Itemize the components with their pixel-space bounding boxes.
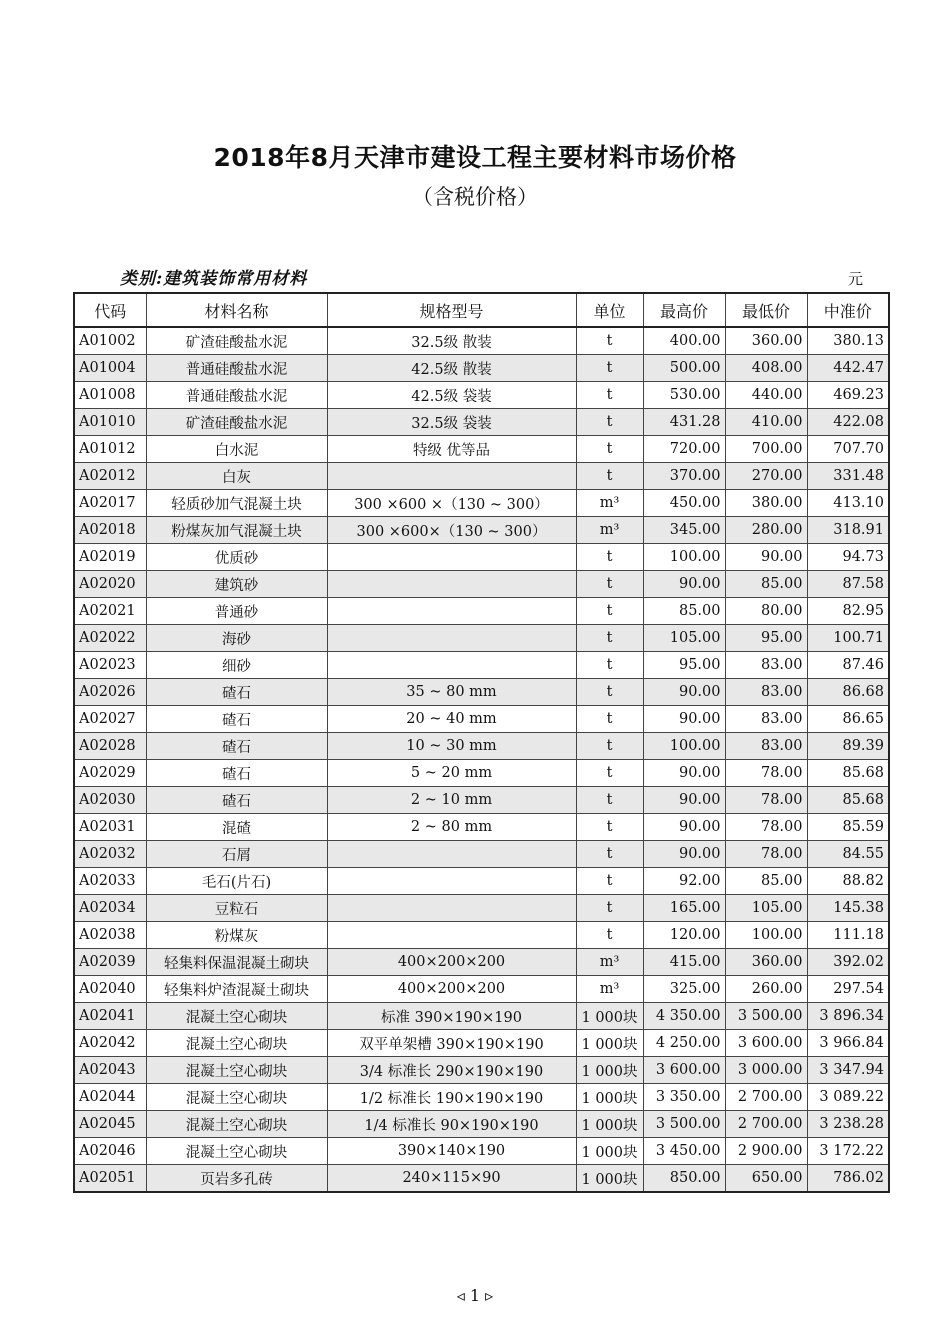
cell-unit: t bbox=[576, 733, 643, 760]
cell-spec bbox=[327, 625, 576, 652]
table-row bbox=[74, 679, 889, 706]
cell-spec: 42.5级 袋装 bbox=[327, 382, 576, 409]
table-row bbox=[74, 1165, 889, 1193]
cell-name: 混凝土空心砌块 bbox=[146, 1138, 327, 1165]
cell-mid-price: 88.82 bbox=[807, 868, 889, 895]
cell-spec: 1/2 标准长 190×190×190 bbox=[327, 1084, 576, 1111]
cell-code: A02029 bbox=[74, 760, 146, 787]
header-unit: 单位 bbox=[576, 293, 643, 327]
cell-mid-price: 442.47 bbox=[807, 355, 889, 382]
cell-unit: t bbox=[576, 571, 643, 598]
cell-mid-price: 707.70 bbox=[807, 436, 889, 463]
cell-name: 碴石 bbox=[146, 760, 327, 787]
cell-mid-price: 86.65 bbox=[807, 706, 889, 733]
cell-mid-price: 94.73 bbox=[807, 544, 889, 571]
cell-mid-price: 87.46 bbox=[807, 652, 889, 679]
cell-max-price: 95.00 bbox=[643, 652, 725, 679]
cell-spec: 标准 390×190×190 bbox=[327, 1003, 576, 1030]
cell-unit: t bbox=[576, 679, 643, 706]
cell-spec: 42.5级 散装 bbox=[327, 355, 576, 382]
cell-name: 石屑 bbox=[146, 841, 327, 868]
cell-unit: t bbox=[576, 382, 643, 409]
cell-name: 细砂 bbox=[146, 652, 327, 679]
cell-unit: t bbox=[576, 327, 643, 355]
cell-name: 矿渣硅酸盐水泥 bbox=[146, 409, 327, 436]
cell-spec: 双平单架槽 390×190×190 bbox=[327, 1030, 576, 1057]
table-row bbox=[74, 706, 889, 733]
table-row bbox=[74, 517, 889, 544]
cell-min-price: 85.00 bbox=[725, 571, 807, 598]
cell-unit: t bbox=[576, 436, 643, 463]
header-name: 材料名称 bbox=[146, 293, 327, 327]
cell-min-price: 83.00 bbox=[725, 706, 807, 733]
cell-spec: 390×140×190 bbox=[327, 1138, 576, 1165]
cell-unit: 1 000块 bbox=[576, 1084, 643, 1111]
cell-name: 海砂 bbox=[146, 625, 327, 652]
cell-mid-price: 297.54 bbox=[807, 976, 889, 1003]
cell-mid-price: 85.68 bbox=[807, 760, 889, 787]
cell-name: 轻质砂加气混凝土块 bbox=[146, 490, 327, 517]
cell-max-price: 165.00 bbox=[643, 895, 725, 922]
cell-min-price: 2 700.00 bbox=[725, 1111, 807, 1138]
cell-max-price: 3 450.00 bbox=[643, 1138, 725, 1165]
cell-spec bbox=[327, 571, 576, 598]
cell-max-price: 90.00 bbox=[643, 787, 725, 814]
cell-mid-price: 86.68 bbox=[807, 679, 889, 706]
cell-name: 毛石(片石) bbox=[146, 868, 327, 895]
header-mid-price: 中准价 bbox=[807, 293, 889, 327]
table-row bbox=[74, 1138, 889, 1165]
cell-mid-price: 3 347.94 bbox=[807, 1057, 889, 1084]
cell-name: 碴石 bbox=[146, 787, 327, 814]
cell-mid-price: 3 172.22 bbox=[807, 1138, 889, 1165]
cell-code: A02032 bbox=[74, 841, 146, 868]
cell-spec: 2 ~ 10 mm bbox=[327, 787, 576, 814]
cell-unit: m³ bbox=[576, 949, 643, 976]
cell-min-price: 2 700.00 bbox=[725, 1084, 807, 1111]
cell-min-price: 360.00 bbox=[725, 327, 807, 355]
price-table bbox=[73, 292, 890, 1193]
table-row bbox=[74, 814, 889, 841]
cell-code: A02021 bbox=[74, 598, 146, 625]
cell-unit: 1 000块 bbox=[576, 1057, 643, 1084]
cell-code: A01008 bbox=[74, 382, 146, 409]
cell-unit: t bbox=[576, 544, 643, 571]
cell-min-price: 78.00 bbox=[725, 760, 807, 787]
cell-max-price: 85.00 bbox=[643, 598, 725, 625]
cell-max-price: 3 500.00 bbox=[643, 1111, 725, 1138]
header-code: 代码 bbox=[74, 293, 146, 327]
cell-name: 混凝土空心砌块 bbox=[146, 1057, 327, 1084]
cell-max-price: 90.00 bbox=[643, 814, 725, 841]
cell-min-price: 360.00 bbox=[725, 949, 807, 976]
cell-name: 混凝土空心砌块 bbox=[146, 1003, 327, 1030]
cell-mid-price: 89.39 bbox=[807, 733, 889, 760]
cell-spec bbox=[327, 841, 576, 868]
cell-max-price: 500.00 bbox=[643, 355, 725, 382]
cell-min-price: 90.00 bbox=[725, 544, 807, 571]
cell-code: A02044 bbox=[74, 1084, 146, 1111]
cell-spec bbox=[327, 922, 576, 949]
table-row bbox=[74, 652, 889, 679]
table-row bbox=[74, 355, 889, 382]
cell-unit: 1 000块 bbox=[576, 1111, 643, 1138]
cell-name: 普通硅酸盐水泥 bbox=[146, 382, 327, 409]
cell-min-price: 83.00 bbox=[725, 679, 807, 706]
cell-spec: 400×200×200 bbox=[327, 976, 576, 1003]
cell-min-price: 105.00 bbox=[725, 895, 807, 922]
cell-min-price: 270.00 bbox=[725, 463, 807, 490]
table-row bbox=[74, 1111, 889, 1138]
cell-name: 轻集料炉渣混凝土砌块 bbox=[146, 976, 327, 1003]
cell-min-price: 650.00 bbox=[725, 1165, 807, 1193]
cell-code: A02023 bbox=[74, 652, 146, 679]
cell-name: 混碴 bbox=[146, 814, 327, 841]
cell-mid-price: 413.10 bbox=[807, 490, 889, 517]
cell-max-price: 90.00 bbox=[643, 841, 725, 868]
cell-name: 建筑砂 bbox=[146, 571, 327, 598]
cell-code: A02018 bbox=[74, 517, 146, 544]
cell-unit: t bbox=[576, 760, 643, 787]
cell-spec bbox=[327, 544, 576, 571]
cell-spec: 1/4 标准长 90×190×190 bbox=[327, 1111, 576, 1138]
cell-unit: m³ bbox=[576, 976, 643, 1003]
cell-unit: t bbox=[576, 787, 643, 814]
cell-max-price: 90.00 bbox=[643, 760, 725, 787]
cell-name: 矿渣硅酸盐水泥 bbox=[146, 327, 327, 355]
cell-mid-price: 85.59 bbox=[807, 814, 889, 841]
cell-max-price: 90.00 bbox=[643, 706, 725, 733]
table-row bbox=[74, 625, 889, 652]
cell-name: 轻集料保温混凝土砌块 bbox=[146, 949, 327, 976]
cell-spec: 10 ~ 30 mm bbox=[327, 733, 576, 760]
cell-mid-price: 318.91 bbox=[807, 517, 889, 544]
cell-max-price: 4 350.00 bbox=[643, 1003, 725, 1030]
cell-mid-price: 786.02 bbox=[807, 1165, 889, 1193]
cell-max-price: 850.00 bbox=[643, 1165, 725, 1193]
table-row bbox=[74, 922, 889, 949]
table-row bbox=[74, 1057, 889, 1084]
cell-unit: t bbox=[576, 814, 643, 841]
cell-unit: t bbox=[576, 895, 643, 922]
cell-code: A02030 bbox=[74, 787, 146, 814]
cell-spec bbox=[327, 652, 576, 679]
cell-unit: 1 000块 bbox=[576, 1030, 643, 1057]
cell-mid-price: 87.58 bbox=[807, 571, 889, 598]
cell-name: 粉煤灰加气混凝土块 bbox=[146, 517, 327, 544]
cell-min-price: 100.00 bbox=[725, 922, 807, 949]
cell-mid-price: 85.68 bbox=[807, 787, 889, 814]
table-row bbox=[74, 949, 889, 976]
cell-spec: 35 ~ 80 mm bbox=[327, 679, 576, 706]
cell-mid-price: 3 966.84 bbox=[807, 1030, 889, 1057]
cell-name: 白灰 bbox=[146, 463, 327, 490]
cell-name: 碴石 bbox=[146, 679, 327, 706]
cell-name: 豆粒石 bbox=[146, 895, 327, 922]
table-row bbox=[74, 1084, 889, 1111]
cell-code: A02027 bbox=[74, 706, 146, 733]
cell-mid-price: 145.38 bbox=[807, 895, 889, 922]
cell-max-price: 530.00 bbox=[643, 382, 725, 409]
cell-mid-price: 84.55 bbox=[807, 841, 889, 868]
cell-max-price: 105.00 bbox=[643, 625, 725, 652]
cell-code: A02020 bbox=[74, 571, 146, 598]
cell-name: 碴石 bbox=[146, 706, 327, 733]
cell-spec: 400×200×200 bbox=[327, 949, 576, 976]
page-number: ◃ 1 ▹ bbox=[456, 1286, 494, 1305]
header-spec: 规格型号 bbox=[327, 293, 576, 327]
cell-unit: t bbox=[576, 868, 643, 895]
table-row bbox=[74, 1030, 889, 1057]
cell-min-price: 95.00 bbox=[725, 625, 807, 652]
cell-unit: m³ bbox=[576, 490, 643, 517]
cell-name: 页岩多孔砖 bbox=[146, 1165, 327, 1193]
cell-code: A02038 bbox=[74, 922, 146, 949]
cell-unit: t bbox=[576, 463, 643, 490]
cell-spec: 2 ~ 80 mm bbox=[327, 814, 576, 841]
table-row bbox=[74, 895, 889, 922]
header-min-price: 最低价 bbox=[725, 293, 807, 327]
cell-max-price: 90.00 bbox=[643, 679, 725, 706]
table-row bbox=[74, 733, 889, 760]
cell-max-price: 720.00 bbox=[643, 436, 725, 463]
cell-code: A02017 bbox=[74, 490, 146, 517]
table-row bbox=[74, 598, 889, 625]
cell-unit: 1 000块 bbox=[576, 1003, 643, 1030]
cell-min-price: 78.00 bbox=[725, 841, 807, 868]
cell-unit: 1 000块 bbox=[576, 1138, 643, 1165]
cell-spec: 240×115×90 bbox=[327, 1165, 576, 1193]
cell-min-price: 408.00 bbox=[725, 355, 807, 382]
cell-name: 粉煤灰 bbox=[146, 922, 327, 949]
cell-unit: t bbox=[576, 409, 643, 436]
table-row bbox=[74, 760, 889, 787]
category-label: 类别:建筑装饰常用材料 bbox=[120, 269, 308, 289]
cell-min-price: 700.00 bbox=[725, 436, 807, 463]
cell-code: A02045 bbox=[74, 1111, 146, 1138]
table-row bbox=[74, 841, 889, 868]
cell-name: 优质砂 bbox=[146, 544, 327, 571]
table-row bbox=[74, 436, 889, 463]
cell-code: A02042 bbox=[74, 1030, 146, 1057]
cell-unit: t bbox=[576, 652, 643, 679]
cell-name: 普通硅酸盐水泥 bbox=[146, 355, 327, 382]
table-row bbox=[74, 976, 889, 1003]
table-row bbox=[74, 571, 889, 598]
cell-code: A02040 bbox=[74, 976, 146, 1003]
cell-min-price: 280.00 bbox=[725, 517, 807, 544]
table-row bbox=[74, 490, 889, 517]
cell-max-price: 450.00 bbox=[643, 490, 725, 517]
cell-max-price: 431.28 bbox=[643, 409, 725, 436]
cell-code: A02033 bbox=[74, 868, 146, 895]
cell-name: 碴石 bbox=[146, 733, 327, 760]
cell-spec bbox=[327, 598, 576, 625]
cell-min-price: 440.00 bbox=[725, 382, 807, 409]
cell-max-price: 120.00 bbox=[643, 922, 725, 949]
cell-max-price: 3 350.00 bbox=[643, 1084, 725, 1111]
cell-mid-price: 380.13 bbox=[807, 327, 889, 355]
cell-code: A02022 bbox=[74, 625, 146, 652]
cell-max-price: 92.00 bbox=[643, 868, 725, 895]
cell-min-price: 3 600.00 bbox=[725, 1030, 807, 1057]
cell-code: A02019 bbox=[74, 544, 146, 571]
cell-spec: 32.5级 散装 bbox=[327, 327, 576, 355]
cell-spec bbox=[327, 463, 576, 490]
cell-mid-price: 469.23 bbox=[807, 382, 889, 409]
cell-code: A02051 bbox=[74, 1165, 146, 1193]
table-row bbox=[74, 327, 889, 355]
header-max-price: 最高价 bbox=[643, 293, 725, 327]
cell-spec: 5 ~ 20 mm bbox=[327, 760, 576, 787]
cell-code: A02039 bbox=[74, 949, 146, 976]
cell-spec: 3/4 标准长 290×190×190 bbox=[327, 1057, 576, 1084]
cell-min-price: 78.00 bbox=[725, 787, 807, 814]
cell-spec: 20 ~ 40 mm bbox=[327, 706, 576, 733]
cell-spec bbox=[327, 868, 576, 895]
cell-mid-price: 82.95 bbox=[807, 598, 889, 625]
cell-code: A02043 bbox=[74, 1057, 146, 1084]
cell-min-price: 80.00 bbox=[725, 598, 807, 625]
cell-name: 白水泥 bbox=[146, 436, 327, 463]
cell-code: A02028 bbox=[74, 733, 146, 760]
cell-max-price: 3 600.00 bbox=[643, 1057, 725, 1084]
cell-min-price: 78.00 bbox=[725, 814, 807, 841]
cell-max-price: 400.00 bbox=[643, 327, 725, 355]
cell-unit: t bbox=[576, 706, 643, 733]
cell-spec: 32.5级 袋装 bbox=[327, 409, 576, 436]
cell-name: 普通砂 bbox=[146, 598, 327, 625]
cell-min-price: 260.00 bbox=[725, 976, 807, 1003]
cell-min-price: 85.00 bbox=[725, 868, 807, 895]
cell-min-price: 83.00 bbox=[725, 652, 807, 679]
cell-name: 混凝土空心砌块 bbox=[146, 1084, 327, 1111]
currency-unit: 元 bbox=[848, 270, 864, 288]
table-row bbox=[74, 409, 889, 436]
cell-min-price: 410.00 bbox=[725, 409, 807, 436]
cell-code: A01004 bbox=[74, 355, 146, 382]
page-subtitle: （含税价格） bbox=[412, 185, 538, 209]
table-header-row bbox=[74, 293, 889, 327]
cell-unit: t bbox=[576, 625, 643, 652]
page-title: 2018年8月天津市建设工程主要材料市场价格 bbox=[213, 143, 737, 172]
cell-max-price: 325.00 bbox=[643, 976, 725, 1003]
cell-code: A02041 bbox=[74, 1003, 146, 1030]
cell-name: 混凝土空心砌块 bbox=[146, 1111, 327, 1138]
cell-min-price: 2 900.00 bbox=[725, 1138, 807, 1165]
cell-code: A02026 bbox=[74, 679, 146, 706]
cell-name: 混凝土空心砌块 bbox=[146, 1030, 327, 1057]
cell-spec bbox=[327, 895, 576, 922]
cell-unit: 1 000块 bbox=[576, 1165, 643, 1193]
cell-spec: 特级 优等品 bbox=[327, 436, 576, 463]
cell-mid-price: 111.18 bbox=[807, 922, 889, 949]
cell-max-price: 100.00 bbox=[643, 733, 725, 760]
table-row bbox=[74, 868, 889, 895]
cell-mid-price: 422.08 bbox=[807, 409, 889, 436]
cell-unit: m³ bbox=[576, 517, 643, 544]
cell-min-price: 3 000.00 bbox=[725, 1057, 807, 1084]
cell-code: A01002 bbox=[74, 327, 146, 355]
table-row bbox=[74, 787, 889, 814]
cell-code: A02034 bbox=[74, 895, 146, 922]
cell-mid-price: 100.71 bbox=[807, 625, 889, 652]
cell-spec: 300 ×600×（130 ~ 300） bbox=[327, 517, 576, 544]
cell-code: A01010 bbox=[74, 409, 146, 436]
cell-mid-price: 392.02 bbox=[807, 949, 889, 976]
cell-unit: t bbox=[576, 922, 643, 949]
cell-max-price: 415.00 bbox=[643, 949, 725, 976]
cell-mid-price: 331.48 bbox=[807, 463, 889, 490]
table-row bbox=[74, 1003, 889, 1030]
table-row bbox=[74, 544, 889, 571]
cell-code: A01012 bbox=[74, 436, 146, 463]
cell-mid-price: 3 896.34 bbox=[807, 1003, 889, 1030]
table-row bbox=[74, 382, 889, 409]
cell-code: A02046 bbox=[74, 1138, 146, 1165]
cell-max-price: 370.00 bbox=[643, 463, 725, 490]
cell-min-price: 3 500.00 bbox=[725, 1003, 807, 1030]
cell-unit: t bbox=[576, 355, 643, 382]
cell-unit: t bbox=[576, 598, 643, 625]
cell-max-price: 100.00 bbox=[643, 544, 725, 571]
cell-mid-price: 3 089.22 bbox=[807, 1084, 889, 1111]
cell-code: A02031 bbox=[74, 814, 146, 841]
cell-max-price: 4 250.00 bbox=[643, 1030, 725, 1057]
cell-spec: 300 ×600 ×（130 ~ 300） bbox=[327, 490, 576, 517]
cell-mid-price: 3 238.28 bbox=[807, 1111, 889, 1138]
cell-max-price: 90.00 bbox=[643, 571, 725, 598]
cell-unit: t bbox=[576, 841, 643, 868]
cell-max-price: 345.00 bbox=[643, 517, 725, 544]
cell-code: A02012 bbox=[74, 463, 146, 490]
cell-min-price: 380.00 bbox=[725, 490, 807, 517]
table-row bbox=[74, 463, 889, 490]
cell-min-price: 83.00 bbox=[725, 733, 807, 760]
